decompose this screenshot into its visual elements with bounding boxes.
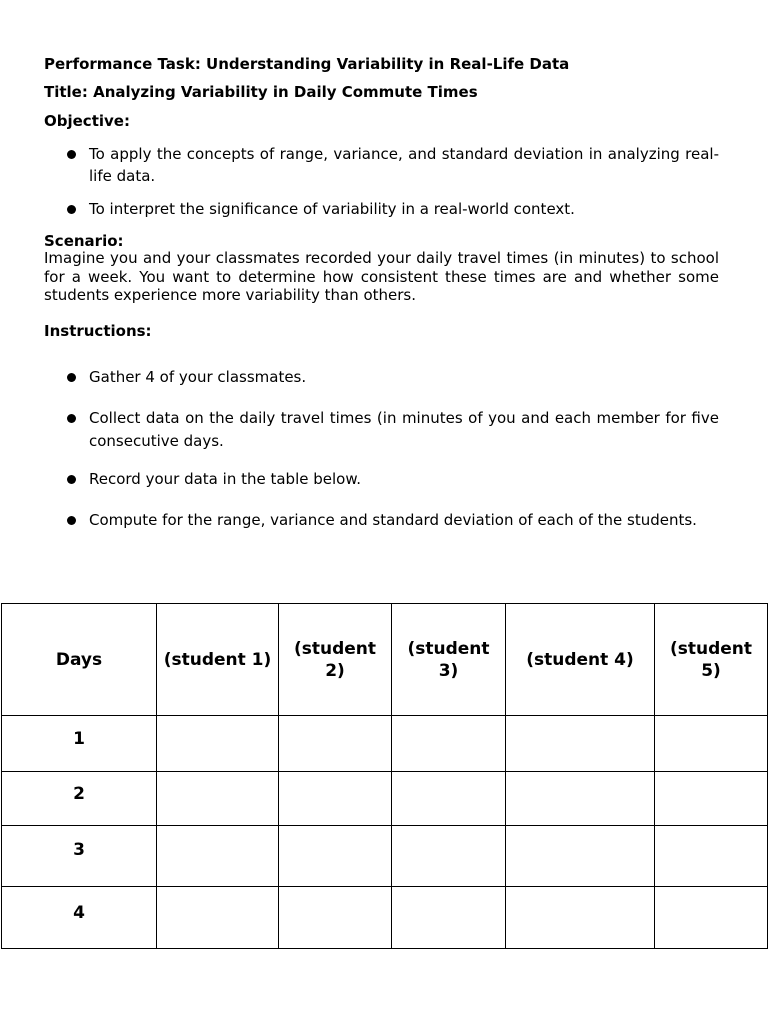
instruction-item: Gather 4 of your classmates.	[89, 368, 307, 386]
data-cell[interactable]	[279, 772, 392, 826]
scenario-text: Imagine you and your classmates recorded your daily travel times (in minutes) to school for a week. You want to determine how consistent these times are and whether some students experience more variability than others.	[44, 249, 719, 304]
data-cell[interactable]	[506, 887, 655, 949]
data-cell[interactable]	[157, 772, 279, 826]
table-row	[2, 716, 768, 772]
data-cell[interactable]	[506, 826, 655, 887]
instruction-item: Compute for the range, variance and standard deviation of each of the students.	[89, 511, 697, 529]
data-cell[interactable]	[655, 772, 768, 826]
bullet-icon	[67, 470, 76, 488]
data-cell[interactable]	[655, 887, 768, 949]
objective-item: To apply the concepts of range, variance, and standard deviation in analyzing real-life data.	[89, 145, 719, 185]
data-cell[interactable]	[506, 772, 655, 826]
header-student-3: (student 3)	[392, 604, 506, 716]
instruction-item: Collect data on the daily travel times (in minutes of you and each member for five consecutive days.	[89, 409, 719, 450]
header-student-1: (student 1)	[157, 604, 279, 716]
table-row	[2, 826, 768, 887]
scenario-heading: Scenario:	[44, 232, 124, 250]
table-row	[2, 887, 768, 949]
header-student-2: (student 2)	[279, 604, 392, 716]
bullet-icon	[67, 200, 76, 218]
data-cell[interactable]	[157, 887, 279, 949]
data-cell[interactable]	[157, 826, 279, 887]
instructions-heading: Instructions:	[44, 322, 152, 340]
task-heading: Performance Task: Understanding Variability in Real-Life Data	[44, 55, 570, 73]
day-cell: 3	[2, 826, 157, 887]
bullet-icon	[67, 409, 76, 427]
day-cell: 4	[2, 887, 157, 949]
instruction-item: Record your data in the table below.	[89, 470, 361, 488]
table-header-row	[2, 604, 768, 716]
data-cell[interactable]	[279, 716, 392, 772]
objective-item: To interpret the significance of variability in a real-world context.	[89, 200, 575, 218]
data-cell[interactable]	[392, 772, 506, 826]
data-cell[interactable]	[157, 716, 279, 772]
data-cell[interactable]	[655, 716, 768, 772]
data-cell[interactable]	[279, 887, 392, 949]
day-cell: 2	[2, 772, 157, 826]
day-cell: 1	[2, 716, 157, 772]
header-student-5: (student 5)	[655, 604, 768, 716]
header-student-4: (student 4)	[506, 604, 655, 716]
data-cell[interactable]	[392, 826, 506, 887]
data-cell[interactable]	[506, 716, 655, 772]
data-cell[interactable]	[655, 826, 768, 887]
bullet-icon	[67, 511, 76, 529]
document-title: Title: Analyzing Variability in Daily Commute Times	[44, 83, 478, 101]
table-row	[2, 772, 768, 826]
objective-heading: Objective:	[44, 112, 130, 130]
data-cell[interactable]	[279, 826, 392, 887]
data-table	[1, 603, 768, 949]
bullet-icon	[67, 368, 76, 386]
data-cell[interactable]	[392, 716, 506, 772]
bullet-icon	[67, 145, 76, 163]
data-cell[interactable]	[392, 887, 506, 949]
header-days: Days	[2, 604, 157, 716]
